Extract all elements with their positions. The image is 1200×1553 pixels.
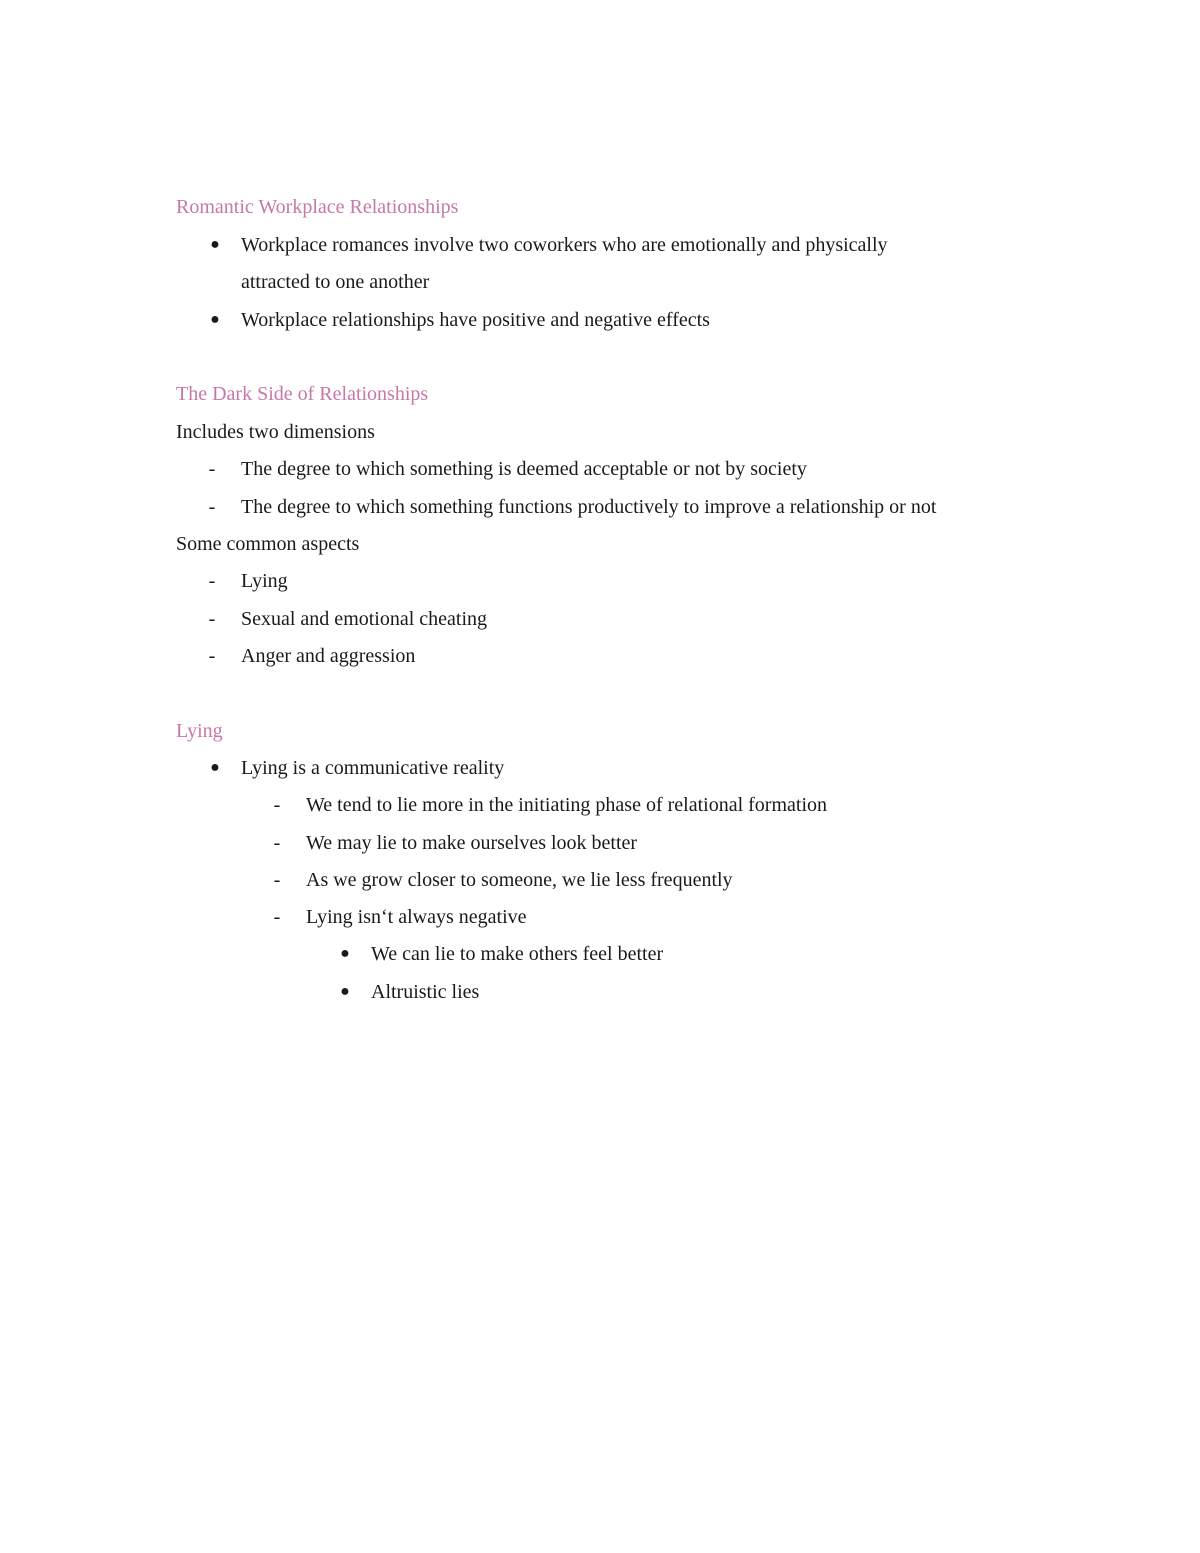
- list-item: Anger and aggression: [241, 645, 416, 667]
- list-item: Lying: [241, 570, 288, 592]
- dash-icon: -: [273, 794, 281, 816]
- list-item-continuation: attracted to one another: [241, 271, 430, 293]
- list-item: Altruistic lies: [371, 981, 480, 1003]
- list-item: We can lie to make others feel better: [371, 943, 664, 965]
- list-item: We tend to lie more in the initiating phase of relational formation: [306, 794, 828, 816]
- dash-icon: -: [273, 832, 281, 854]
- list-item: Sexual and emotional cheating: [241, 608, 488, 630]
- dash-icon: -: [273, 906, 281, 928]
- list-item: Workplace relationships have positive and negative effects: [241, 309, 710, 331]
- dash-icon: -: [208, 608, 216, 630]
- dash-icon: -: [208, 645, 216, 667]
- list-item: Lying isn‘t always negative: [306, 906, 527, 928]
- bullet-icon: ●: [210, 311, 220, 328]
- list-item: As we grow closer to someone, we lie less frequently: [306, 869, 733, 891]
- list-item: Lying is a communicative reality: [241, 757, 505, 779]
- paragraph-intro: Includes two dimensions: [176, 421, 375, 443]
- list-item: The degree to which something is deemed acceptable or not by society: [241, 458, 807, 480]
- paragraph-aspects: Some common aspects: [176, 533, 360, 555]
- dash-icon: -: [208, 496, 216, 518]
- list-item: The degree to which something functions productively to improve a relationship or not: [241, 496, 937, 518]
- section-heading-dark-side: The Dark Side of Relationships: [176, 383, 429, 405]
- section-heading-lying: Lying: [176, 720, 223, 742]
- list-item: Workplace romances involve two coworkers who are emotionally and physically: [241, 234, 888, 256]
- bullet-icon: ●: [340, 983, 350, 1000]
- dash-icon: -: [208, 570, 216, 592]
- bullet-icon: ●: [210, 759, 220, 776]
- list-item: We may lie to make ourselves look better: [306, 832, 638, 854]
- dash-icon: -: [208, 458, 216, 480]
- bullet-icon: ●: [210, 236, 220, 253]
- section-heading-romantic: Romantic Workplace Relationships: [176, 196, 459, 218]
- dash-icon: -: [273, 869, 281, 891]
- bullet-icon: ●: [340, 945, 350, 962]
